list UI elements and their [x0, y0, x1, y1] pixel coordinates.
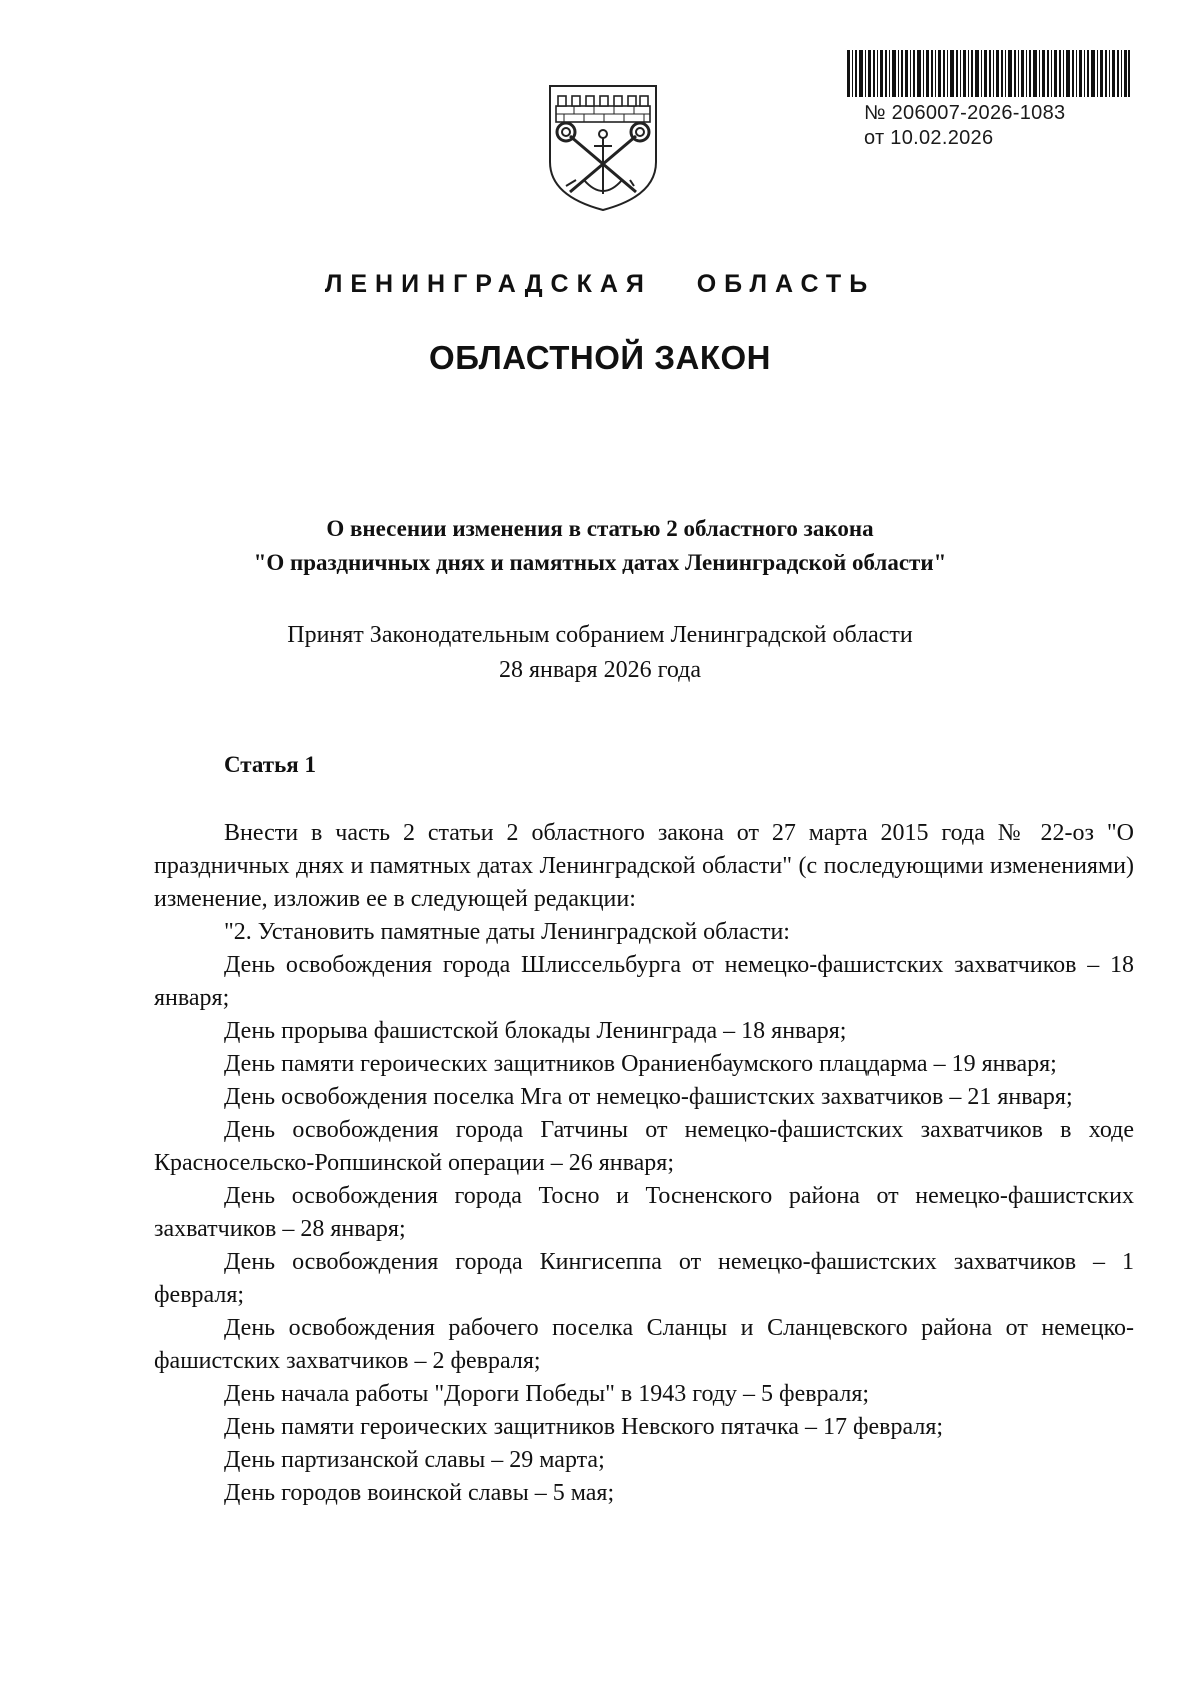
paragraph: Внести в часть 2 статьи 2 областного закона от 27 марта 2015 года № 22-оз "О праздничных днях и памятных датах Ленинградской области" (с последующими изменениями) изменение, изложив ее в следующей редакции: — [154, 820, 1134, 912]
adoption-date: 28 января 2026 года — [498, 657, 701, 683]
barcode-icon — [847, 50, 1130, 97]
article-heading: Статья 1 — [224, 752, 316, 777]
paragraph: День партизанской славы – 29 марта; — [224, 1447, 605, 1473]
paragraph: День освобождения города Шлиссельбурга от немецко-фашистских захватчиков – 18 января; — [154, 952, 1134, 1011]
paragraph: День освобождения рабочего поселка Сланцы и Сланцевского района от немецко-фашистских захватчиков – 2 февраля; — [154, 1315, 1134, 1374]
paragraph: День памяти героических защитников Невского пятачка – 17 февраля; — [224, 1414, 944, 1440]
paragraph: День освобождения города Гатчины от немецко-фашистских захватчиков в ходе Красносельско-Ропшинской операции – 26 января; — [154, 1117, 1134, 1176]
paragraph: День освобождения поселка Мга от немецко-фашистских захватчиков – 21 января; — [224, 1084, 1073, 1110]
paragraph: День освобождения города Кингисеппа от немецко-фашистских захватчиков – 1 февраля; — [154, 1249, 1134, 1308]
paragraph: День начала работы "Дороги Победы" в 1943 году – 5 февраля; — [224, 1381, 870, 1407]
region-heading: ЛЕНИНГРАДСКАЯ ОБЛАСТЬ — [324, 270, 876, 298]
registration-number: № 206007-2026-1083 — [864, 102, 1066, 124]
paragraph: День памяти героических защитников Ораниенбаумского плацдарма – 19 января; — [224, 1051, 1057, 1077]
registration-date: от 10.02.2026 — [864, 127, 994, 149]
paragraph: День освобождения города Тосно и Тосненского района от немецко-фашистских захватчиков – 28 января; — [154, 1183, 1134, 1242]
adoption-note — [0, 618, 1200, 688]
law-title-line: "О праздничных днях и памятных датах Ленинградской области" — [253, 550, 947, 575]
paragraph: "2. Установить памятные даты Ленинградской области: — [224, 919, 790, 945]
document-type-heading: ОБЛАСТНОЙ ЗАКОН — [429, 339, 771, 376]
paragraph: День прорыва фашистской блокады Ленинграда – 18 января; — [224, 1018, 847, 1044]
paragraph: День городов воинской славы – 5 мая; — [224, 1480, 615, 1506]
law-title — [0, 512, 1200, 580]
adoption-line: Принят Законодательным собранием Ленинградской области — [287, 622, 913, 648]
law-title-line: О внесении изменения в статью 2 областного закона — [326, 516, 874, 541]
article-body — [154, 817, 1134, 1510]
coat-of-arms-icon — [544, 80, 662, 214]
